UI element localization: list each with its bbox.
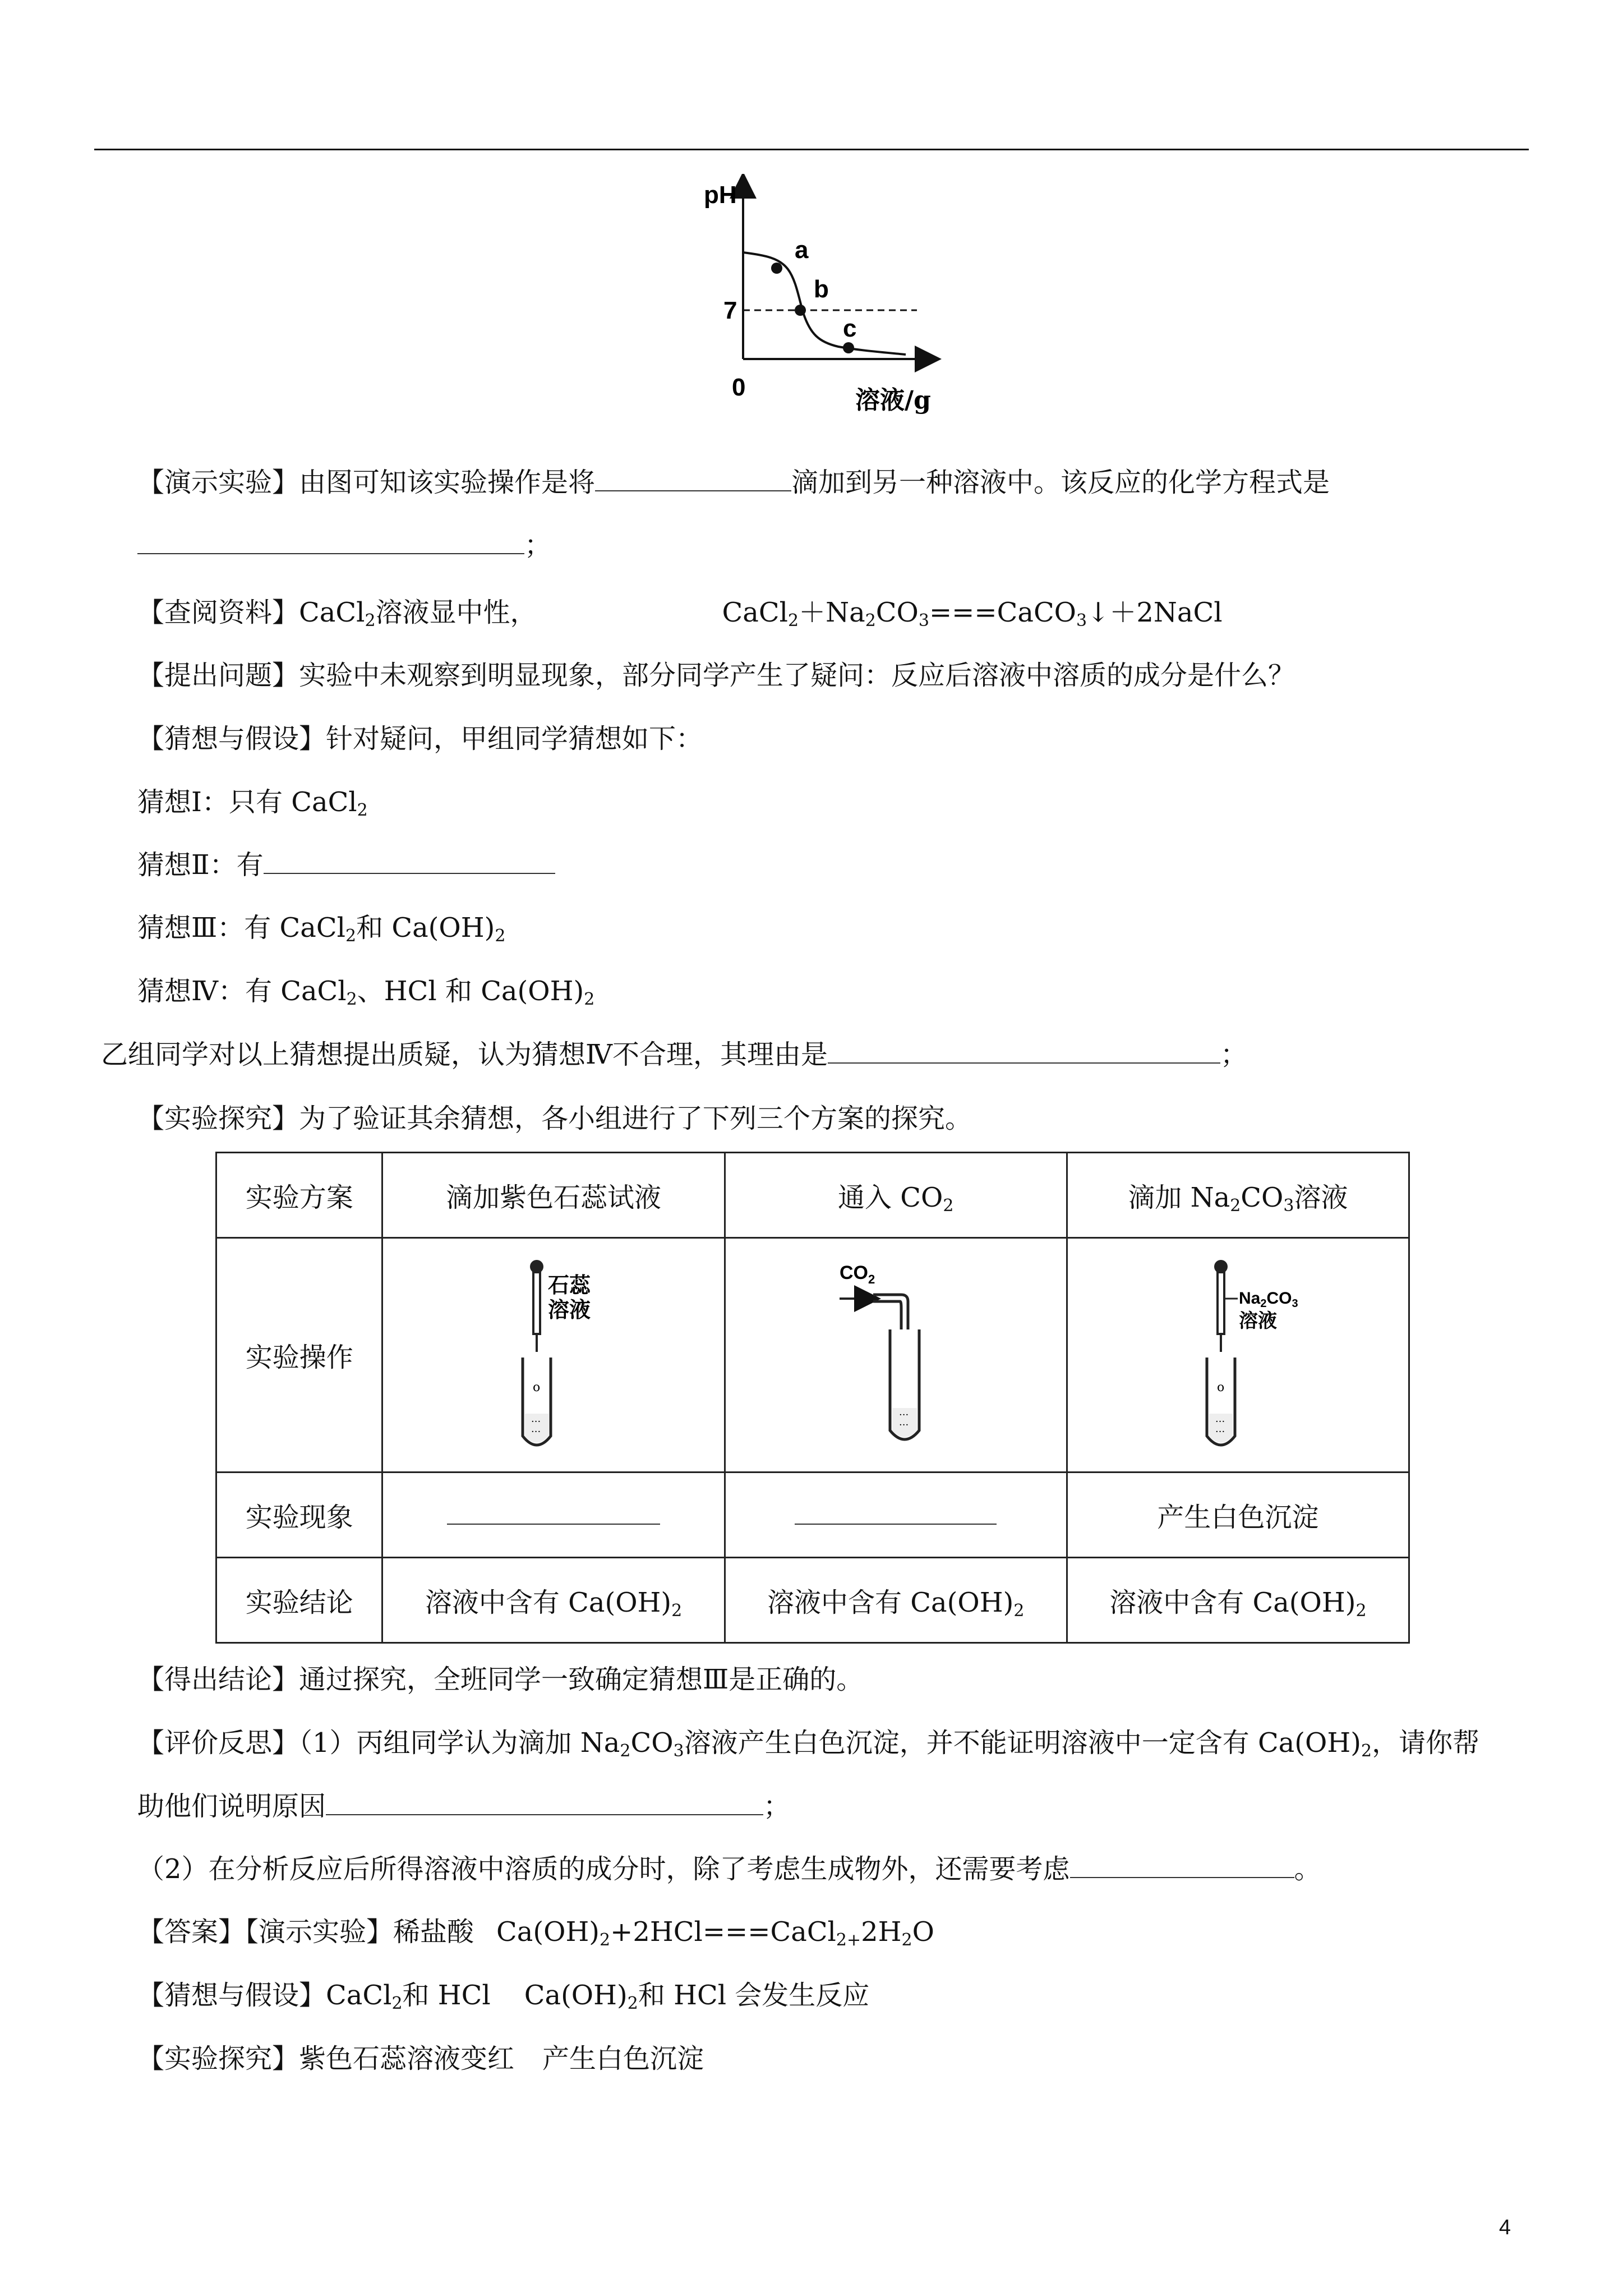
svg-text:Na2CO3: $Na_2CO_3$ xyxy=(1239,1289,1298,1310)
reference-line xyxy=(137,595,1539,631)
svg-text:溶液: 溶液 xyxy=(548,1296,591,1322)
co2-tube-icon xyxy=(823,1245,969,1458)
text: O xyxy=(912,1916,934,1948)
text: 溶液显中性， xyxy=(375,597,537,628)
text: （2）在分析反应后所得溶液中溶质的成分时，除了考虑生成物外，还需要考虑 xyxy=(137,1853,1070,1885)
text: 溶液 xyxy=(1294,1182,1348,1213)
subscript: 2 xyxy=(620,1741,631,1761)
subscript: 2 xyxy=(1355,1601,1367,1621)
reflection-line-2 xyxy=(137,1788,1539,1824)
row-header: 实验现象 xyxy=(216,1473,382,1558)
text: 滴加 Na xyxy=(1128,1182,1230,1213)
row-header: 实验操作 xyxy=(216,1238,382,1473)
reflection-line-3 xyxy=(137,1851,1539,1887)
subscript: 3 xyxy=(1283,1196,1294,1216)
svg-text:石蕊: 石蕊 xyxy=(548,1272,591,1297)
text: 【演示实验】由图可知该实验操作是将 xyxy=(137,467,596,498)
text: 【实验探究】为了验证其余猜想，各小组进行了下列三个方案的探究。 xyxy=(137,1103,972,1134)
subscript: 2 xyxy=(787,611,799,631)
svg-text:溶液: 溶液 xyxy=(1239,1309,1278,1332)
origin-label: 0 xyxy=(732,374,746,401)
text: CO xyxy=(875,597,919,628)
svg-text:o: o xyxy=(1217,1380,1225,1395)
text: 助他们说明原因 xyxy=(137,1791,326,1822)
answer-blank[interactable] xyxy=(595,466,791,491)
text: 溶液中含有 Ca(OH) xyxy=(425,1587,672,1618)
text: 滴加紫色石蕊试液 xyxy=(446,1182,662,1213)
answer-blank[interactable] xyxy=(447,1499,660,1525)
text: ； xyxy=(1220,1039,1247,1070)
subscript: + xyxy=(847,1930,861,1950)
subscript: 2 xyxy=(346,990,357,1009)
row-header: 实验方案 xyxy=(216,1153,382,1238)
text: 【实验探究】紫色石蕊溶液变红 xyxy=(137,2043,515,2074)
reflection-line-1 xyxy=(137,1725,1539,1761)
text: 2H xyxy=(861,1916,902,1948)
subscript: 2 xyxy=(1230,1196,1241,1216)
point-b xyxy=(795,305,806,316)
table-row xyxy=(216,1558,1409,1643)
conclusion-cell xyxy=(725,1558,1067,1643)
subscript: 2 xyxy=(1013,1601,1025,1621)
text: 猜想Ⅲ：有 CaCl xyxy=(137,912,345,944)
table-row xyxy=(216,1238,1409,1473)
text: 乙组同学对以上猜想提出质疑，认为猜想Ⅳ不合理，其理由是 xyxy=(101,1039,828,1070)
text: CO xyxy=(630,1727,674,1759)
point-a-label: a xyxy=(795,236,809,264)
svg-text:···: ··· xyxy=(531,1425,541,1438)
subscript: 3 xyxy=(673,1741,684,1761)
subscript: 2 xyxy=(836,1930,847,1950)
experiment-table xyxy=(215,1152,1410,1644)
answer-blank[interactable] xyxy=(795,1499,997,1525)
point-a xyxy=(771,263,782,274)
text: CaCl xyxy=(722,597,788,628)
subscript: 2 xyxy=(584,990,595,1009)
svg-text:···: ··· xyxy=(899,1409,909,1421)
table-row xyxy=(216,1153,1409,1238)
text: 【猜想与假设】针对疑问，甲组同学猜想如下： xyxy=(137,723,703,754)
text: 滴加到另一种溶液中。该反应的化学方程式是 xyxy=(791,467,1330,498)
guess-1 xyxy=(137,784,1539,820)
subscript: 3 xyxy=(918,611,929,631)
text: 猜想Ⅰ：只有 CaCl xyxy=(137,786,357,818)
point-c-label: c xyxy=(843,315,857,342)
point-c xyxy=(843,342,854,353)
subscript: 2 xyxy=(865,611,876,631)
subscript: 3 xyxy=(1076,611,1087,631)
subscript: 2 xyxy=(1361,1741,1372,1761)
header-rule xyxy=(94,149,1529,150)
text: 【提出问题】实验中未观察到明显现象，部分同学产生了疑问：反应后溶液中溶质的成分是什么？ xyxy=(137,660,1295,691)
text: 和 HCl xyxy=(402,1980,491,2011)
y-axis-label: pH xyxy=(704,181,737,209)
text: 猜想Ⅱ：有 xyxy=(137,849,264,881)
svg-text:CO2: $CO_2$ xyxy=(840,1262,875,1286)
subscript: 2 xyxy=(391,1994,403,2013)
answer-blank[interactable] xyxy=(326,1789,763,1815)
svg-text:···: ··· xyxy=(1215,1425,1225,1438)
text: 。 xyxy=(1294,1853,1321,1885)
text: ； xyxy=(524,530,552,561)
x-axis-label: 溶液/g xyxy=(855,386,931,415)
answer-blank[interactable] xyxy=(264,848,555,874)
answer-line-2 xyxy=(137,1977,1539,2013)
phenomenon-cell: 产生白色沉淀 xyxy=(1067,1473,1409,1558)
ph-curve xyxy=(743,252,906,355)
text: ＋Na xyxy=(799,597,865,628)
text: +2HCl===CaCl xyxy=(610,1916,836,1948)
conclusion-cell xyxy=(382,1558,725,1643)
text: Ca(OH) xyxy=(524,1980,628,2011)
doubt-line xyxy=(101,1037,1503,1073)
dropper-test-tube-icon xyxy=(481,1245,626,1458)
operation-cell xyxy=(1067,1238,1409,1473)
text: 通入 CO xyxy=(838,1182,943,1213)
plan-cell xyxy=(1067,1153,1409,1238)
phenomenon-cell xyxy=(725,1473,1067,1558)
ph7-label: 7 xyxy=(723,297,737,324)
text: 溶液产生白色沉淀，并不能证明溶液中一定含有 Ca(OH) xyxy=(684,1727,1361,1759)
explore-line xyxy=(137,1101,1539,1137)
answer-blank[interactable] xyxy=(137,528,524,554)
text: 【答案】【演示实验】稀盐酸 xyxy=(137,1916,474,1948)
answer-blank[interactable] xyxy=(828,1038,1220,1064)
question-line xyxy=(137,657,1539,693)
subscript: 2 xyxy=(671,1601,683,1621)
conclusion-cell xyxy=(1067,1558,1409,1643)
svg-text:···: ··· xyxy=(899,1419,909,1431)
guess-4 xyxy=(137,973,1539,1009)
text: 【得出结论】通过探究，全班同学一致确定猜想Ⅲ是正确的。 xyxy=(137,1664,864,1695)
plan-cell xyxy=(725,1153,1067,1238)
svg-text:···: ··· xyxy=(531,1415,541,1428)
page-number: 4 xyxy=(1498,2216,1511,2239)
text: 【猜想与假设】CaCl xyxy=(137,1980,392,2011)
subscript: 2 xyxy=(943,1196,954,1216)
demo-line-2 xyxy=(137,527,1539,563)
text: ； xyxy=(763,1791,791,1822)
operation-cell xyxy=(725,1238,1067,1473)
text: ===CaCO xyxy=(929,597,1077,628)
subscript: 2 xyxy=(365,611,376,631)
text: ，请你帮 xyxy=(1372,1727,1480,1759)
text: CO xyxy=(1241,1182,1284,1213)
text: 溶液中含有 Ca(OH) xyxy=(767,1587,1014,1618)
table-row xyxy=(216,1473,1409,1558)
answer-line-3 xyxy=(137,2041,1539,2077)
text: 产生白色沉淀 xyxy=(542,2043,704,2074)
guess-2 xyxy=(137,847,1539,883)
svg-text:···: ··· xyxy=(1215,1415,1225,1428)
point-b-label: b xyxy=(814,275,829,303)
answer-blank[interactable] xyxy=(1070,1852,1294,1878)
conclusion-line xyxy=(137,1662,1539,1697)
demo-line-1 xyxy=(137,464,1539,500)
text: 和 Ca(OH) xyxy=(356,912,495,944)
text: 溶液中含有 Ca(OH) xyxy=(1109,1587,1356,1618)
subscript: 2 xyxy=(901,1930,912,1950)
text: ↓＋2NaCl xyxy=(1087,597,1223,628)
text: 和 HCl 会发生反应 xyxy=(638,1980,870,2011)
text: 【查阅资料】CaCl xyxy=(137,597,365,628)
subscript: 2 xyxy=(357,800,368,820)
text: 【评价反思】（1）丙组同学认为滴加 Na xyxy=(137,1727,620,1759)
subscript: 2 xyxy=(345,926,357,946)
answer-line-1 xyxy=(137,1914,1539,1950)
phenomenon-cell xyxy=(382,1473,725,1558)
hypothesis-line xyxy=(137,721,1539,757)
na2co3-dropper-icon xyxy=(1165,1245,1311,1458)
text: Ca(OH) xyxy=(496,1916,600,1948)
svg-text:o: o xyxy=(533,1380,541,1395)
text: 猜想Ⅳ：有 CaCl xyxy=(137,976,347,1007)
ph-curve-figure xyxy=(670,174,962,426)
row-header: 实验结论 xyxy=(216,1558,382,1643)
plan-cell xyxy=(382,1153,725,1238)
subscript: 2 xyxy=(495,926,506,946)
text: 、HCl 和 Ca(OH) xyxy=(357,976,584,1007)
subscript: 2 xyxy=(627,1994,638,2013)
subscript: 2 xyxy=(600,1930,611,1950)
guess-3 xyxy=(137,910,1539,946)
operation-cell xyxy=(382,1238,725,1473)
